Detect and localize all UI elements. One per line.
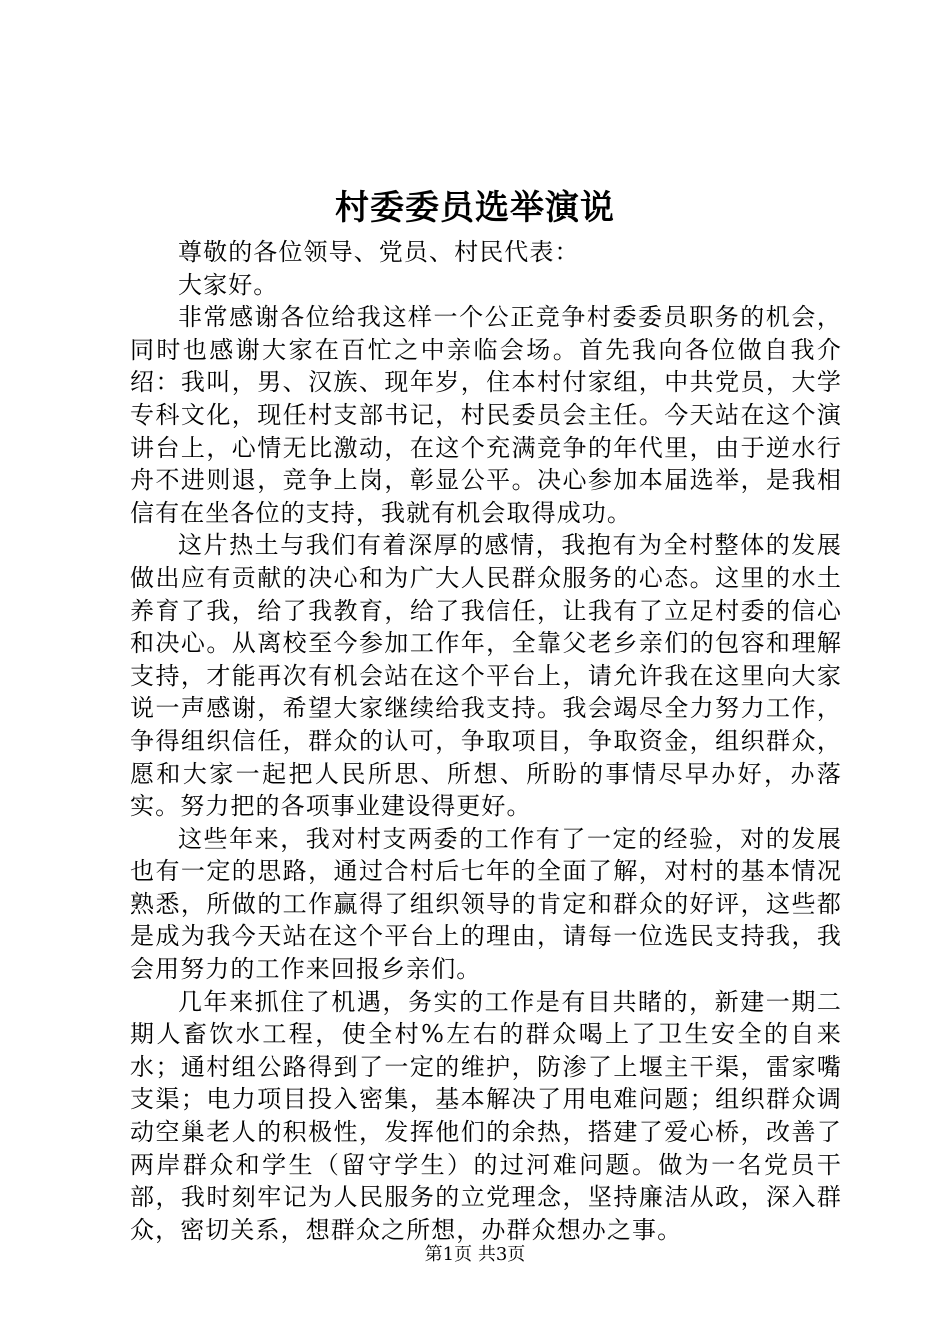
document-title: 村委委员选举演说	[335, 188, 615, 228]
salutation-paragraph: 尊敬的各位领导、党员、村民代表：	[178, 238, 580, 266]
greeting-paragraph: 大家好。	[178, 270, 279, 299]
body-paragraph: 这些年来，我对村支两委的工作有了一定的经验，对的发展也有一定的思路，通过合村后七年的全面了解，对村的基本情况熟悉，所做的工作赢得了组织领导的肯定和群众的好评，这些都是成为我今天站在这个平台上的理由，请每一位选民支持我，我会用努力的工作来回报乡亲们。	[130, 824, 842, 984]
page-number-footer: 第1页 共3页	[424, 1244, 526, 1265]
body-paragraph: 非常感谢各位给我这样一个公正竞争村委委员职务的机会，同时也感谢大家在百忙之中亲临会场。首先我向各位做自我介绍：我叫，男、汉族、现年岁，住本村付家组，中共党员，大学专科文化，现任村支部书记，村民委员会主任。今天站在这个演讲台上，心情无比激动，在这个充满竞争的年代里，由于逆水行舟不进则退，竞争上岗，彰显公平。决心参加本届选举，是我相信有在坐各位的支持，我就有机会取得成功。	[130, 303, 842, 527]
body-paragraph: 几年来抓住了机遇，务实的工作是有目共睹的，新建一期二期人畜饮水工程，使全村%左右的群众喝上了卫生安全的自来水；通村组公路得到了一定的维护，防渗了上堰主干渠，雷家嘴支渠；电力项目投入密集，基本解决了用电难问题；组织群众调动空巢老人的积极性，发挥他们的余热，搭建了爱心桥，改善了两岸群众和学生（留守学生）的过河难问题。做为一名党员干部，我时刻牢记为人民服务的立党理念，坚持廉洁从政，深入群众，密切关系，想群众之所想，办群众想办之事。	[130, 987, 842, 1244]
document-body	[130, 236, 842, 1246]
body-paragraph: 这片热土与我们有着深厚的感情，我抱有为全村整体的发展做出应有贡献的决心和为广大人民群众服务的心态。这里的水土养育了我，给了我教育，给了我信任，让我有了立足村委的信心和决心。从离校至今参加工作年，全靠父老乡亲们的包容和理解支持，才能再次有机会站在这个平台上，请允许我在这里向大家说一声感谢，希望大家继续给我支持。我会竭尽全力努力工作，争得组织信任，群众的认可，争取项目，争取资金，组织群众，愿和大家一起把人民所思、所想、所盼的事情尽早办好，办落实。努力把的各项事业建设得更好。	[130, 531, 842, 821]
